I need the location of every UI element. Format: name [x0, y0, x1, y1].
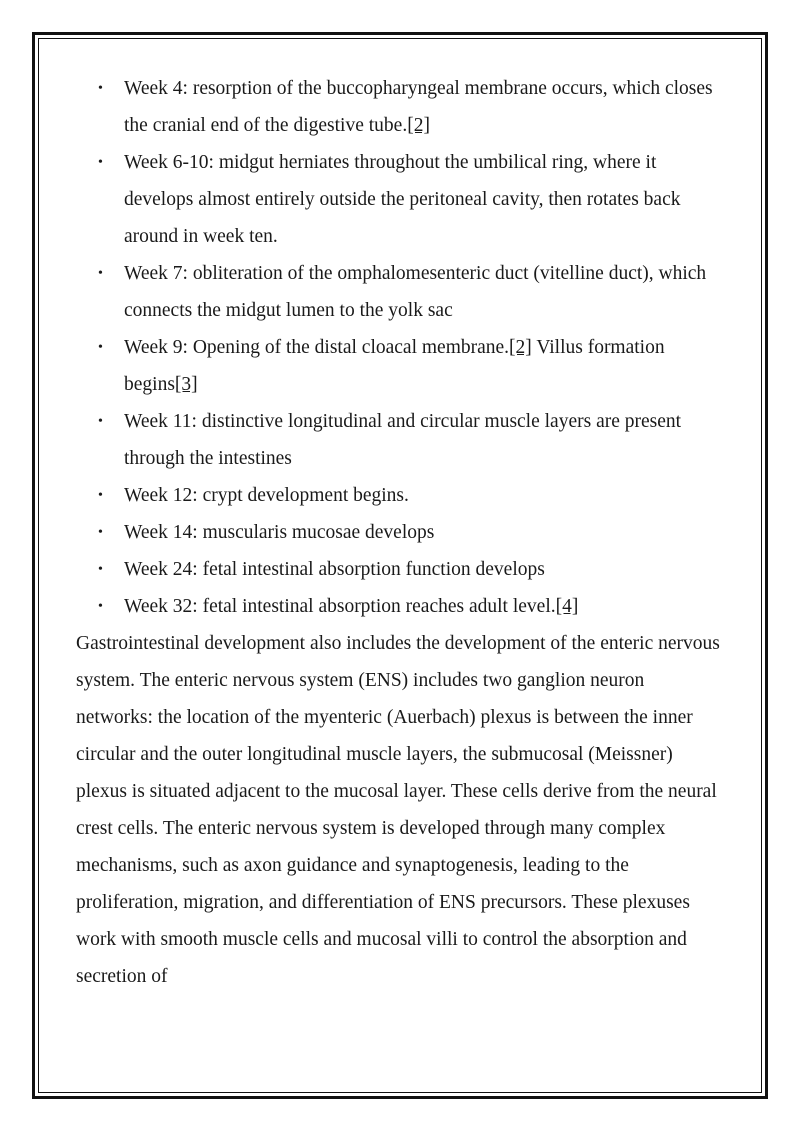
list-item-text: Week 4: resorption of the buccopharyngeal membrane occurs, which closes the cranial end of the digestive tube. [124, 78, 713, 136]
bullet-icon: • [98, 599, 103, 614]
bullet-icon: • [98, 488, 103, 503]
bullet-icon: • [98, 525, 103, 540]
list-item-text: Week 24: fetal intestinal absorption function develops [124, 559, 545, 580]
citation-link[interactable]: [2] [407, 115, 430, 136]
list-item-text: Week 12: crypt development begins. [124, 485, 409, 506]
list-item [76, 588, 726, 625]
list-item-text: Week 11: distinctive longitudinal and circular muscle layers are present through the intestines [124, 411, 682, 469]
list-item-text: Week 32: fetal intestinal absorption reaches adult level. [124, 596, 556, 617]
citation-link[interactable]: [4] [555, 596, 579, 617]
citation-link[interactable]: [3] [174, 374, 198, 395]
list-item [76, 144, 726, 255]
development-timeline-list [76, 70, 726, 625]
bullet-icon: • [98, 562, 103, 577]
list-item [76, 255, 726, 329]
list-item-text: Week 6-10: midgut herniates throughout the umbilical ring, where it develops almost entirely outside the peritoneal cavity, then rotates back around in week ten. [124, 152, 681, 247]
list-item [76, 329, 726, 403]
body-paragraph: Gastrointestinal development also includes the development of the enteric nervous system. The enteric nervous system (ENS) includes two ganglion neuron networks: the location of the myenteric (Auerbach) plexus is between the inner circular and the outer longitudinal muscle layers, the submucosal (Meissner) plexus is situated adjacent to the mucosal layer. These cells derive from the neural crest cells. The enteric nervous system is developed through many complex mechanisms, such as axon guidance and synaptogenesis, leading to the proliferation, migration, and differentiation of ENS precursors. These plexuses work with smooth muscle cells and mucosal villi to control the absorption and secretion of [76, 633, 720, 987]
list-item-text: Week 9: Opening of the distal cloacal membrane. [124, 337, 510, 358]
bullet-icon: • [98, 414, 103, 429]
list-item-text-continued: Villus formation begins [124, 337, 665, 395]
bullet-icon: • [98, 340, 103, 355]
list-item-text: Week 14: muscularis mucosae develops [124, 522, 435, 543]
bullet-icon: • [98, 81, 103, 96]
bullet-icon: • [98, 266, 103, 281]
document-content [76, 70, 726, 995]
list-item [76, 70, 726, 144]
list-item [76, 477, 726, 514]
list-item [76, 403, 726, 477]
list-item [76, 551, 726, 588]
list-item-text: Week 7: obliteration of the omphalomesenteric duct (vitelline duct), which connects the midgut lumen to the yolk sac [124, 263, 707, 321]
list-item [76, 514, 726, 551]
bullet-icon: • [98, 155, 103, 170]
citation-link[interactable]: [2] [509, 337, 532, 358]
